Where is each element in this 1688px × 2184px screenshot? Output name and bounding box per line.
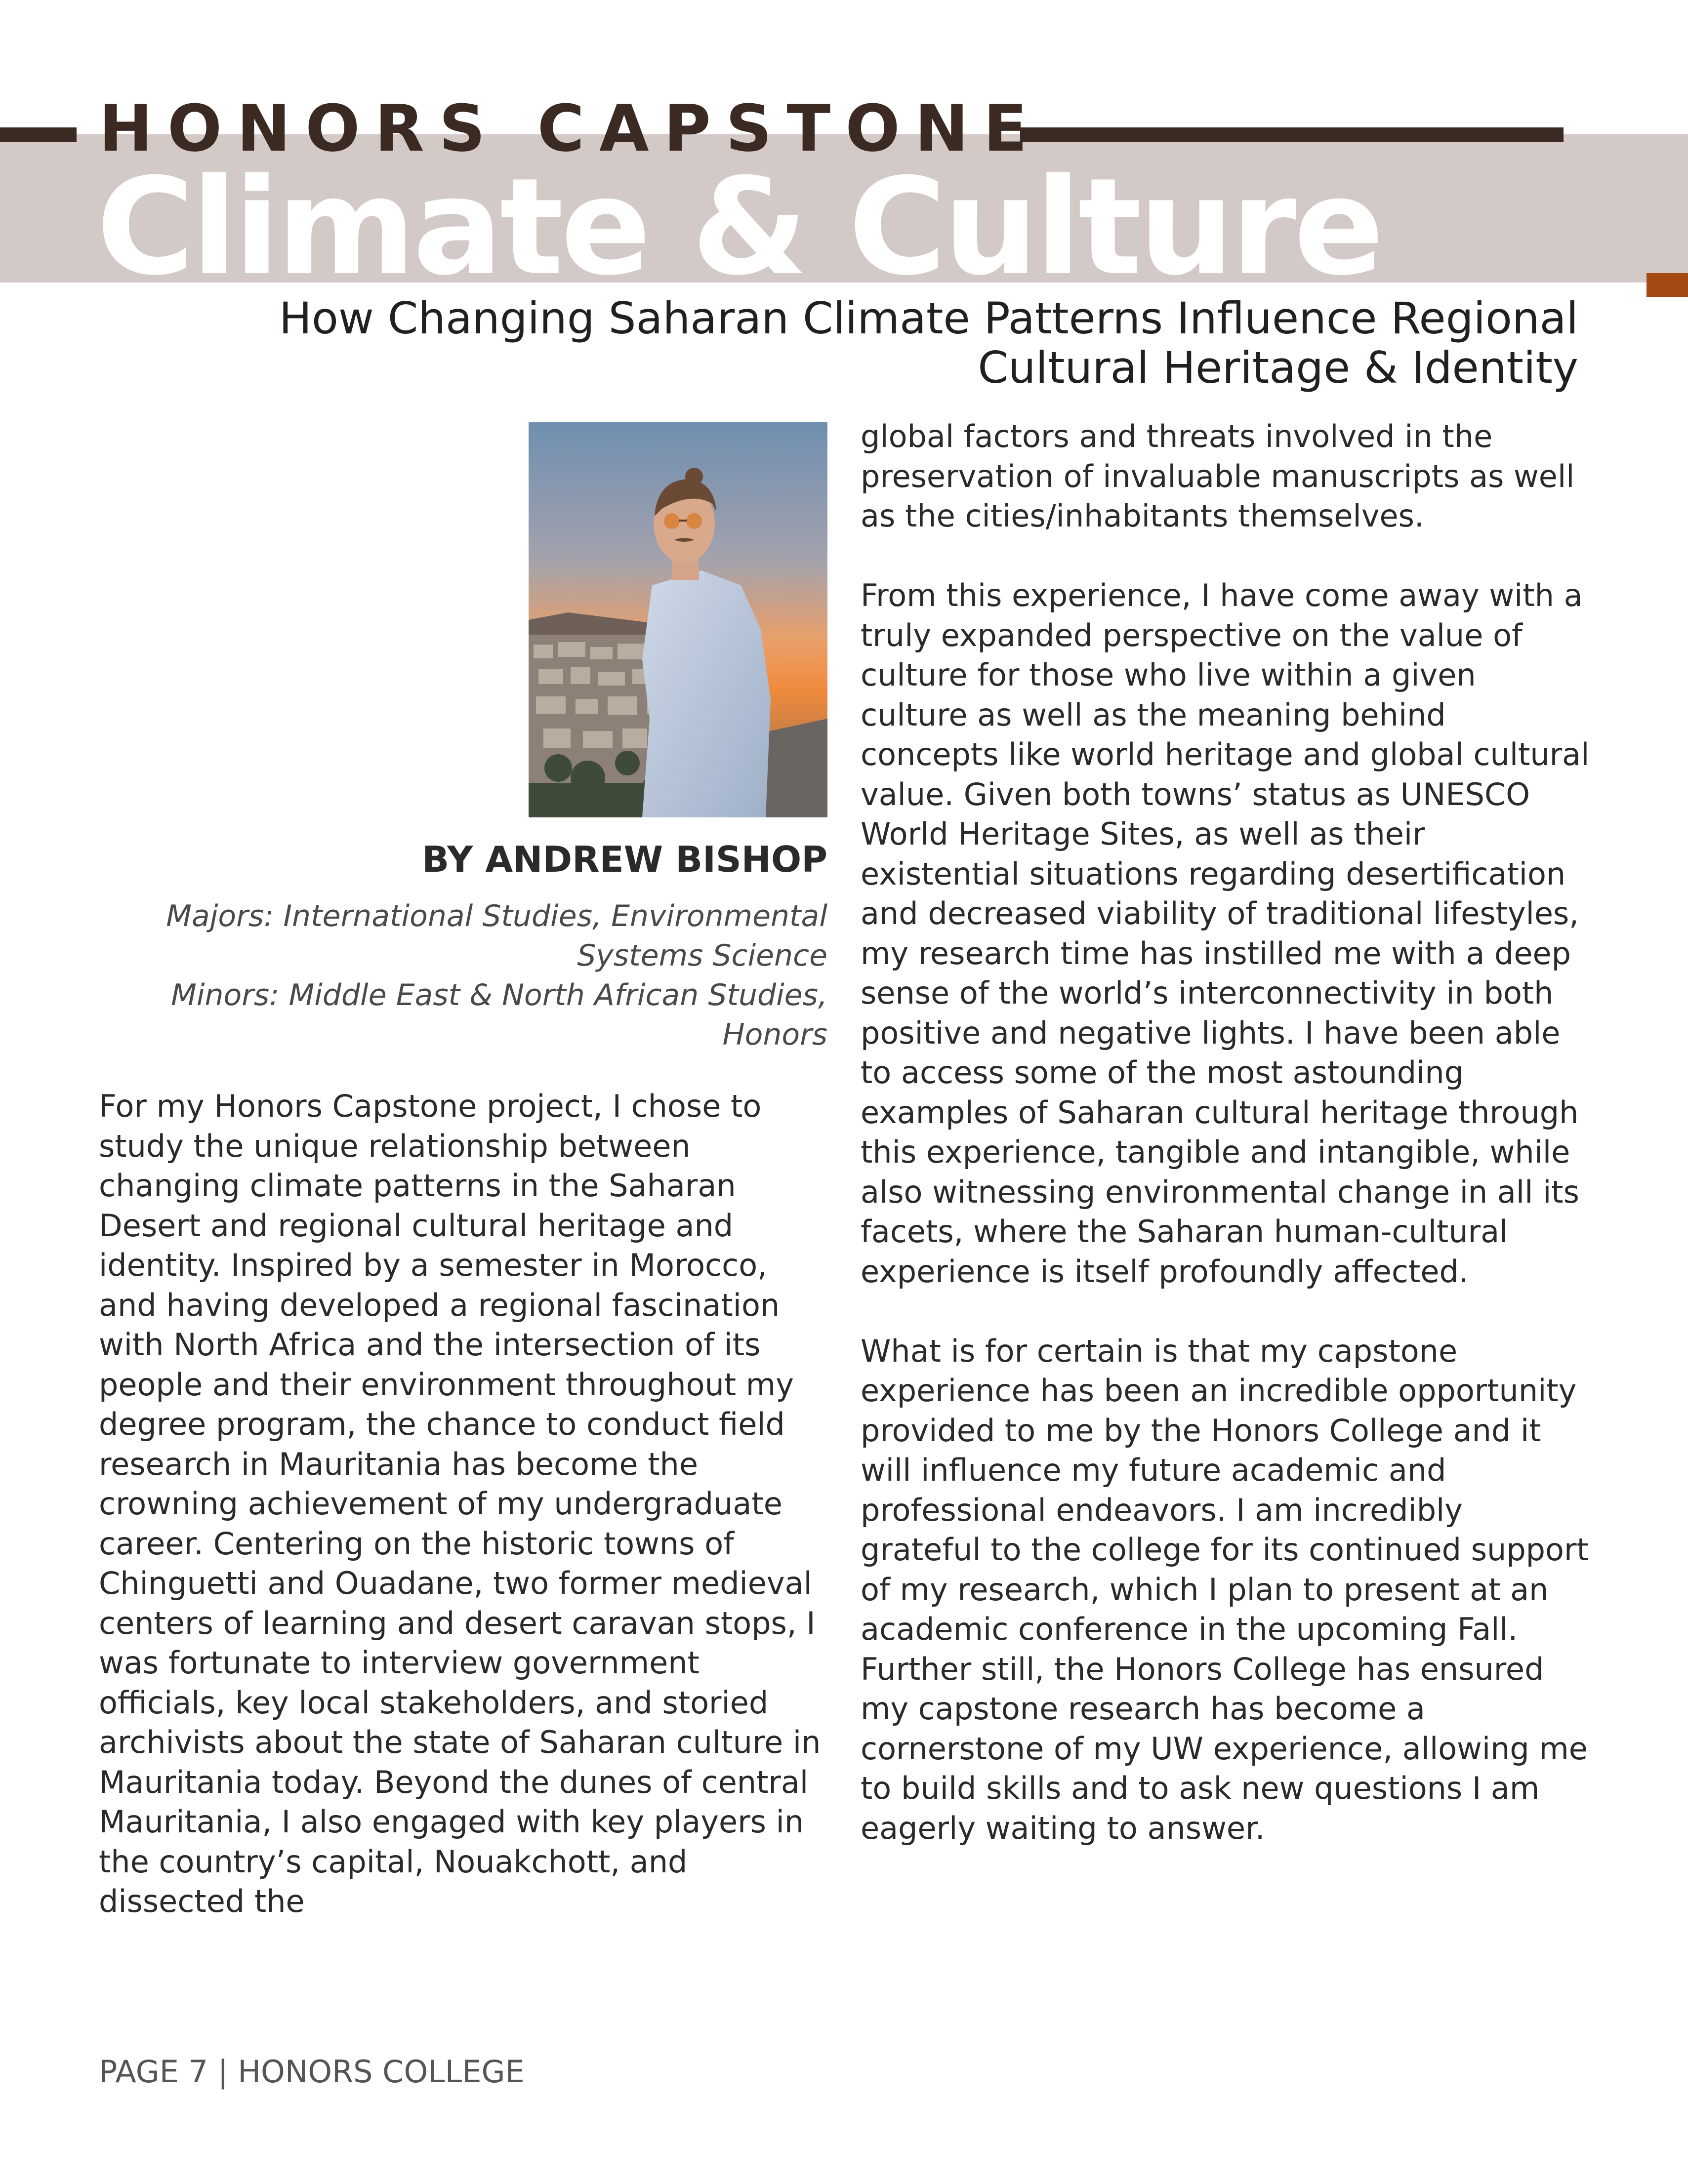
author-minors: Minors: Middle East & North African Studies, Honors: [171, 978, 827, 1052]
kicker-rule-left: [0, 127, 77, 142]
page-title: Climate & Culture: [96, 149, 1381, 305]
body-paragraph: global factors and threats involved in the preservation of invaluable manuscripts as well as the cities/inhabitants themselves.: [861, 418, 1575, 534]
body-paragraph: What is for certain is that my capstone experience has been an incredible opportunity provided to me by the Honors College and it will influence my future academic and professional endeavors. I am incredibly grateful to the college for its continued support of my research, which I plan to present at an academic conference in the upcoming Fall. Further still, the Honors College has ensured my capstone research has become a cornerstone of my UW experience, allowing me to build skills and to ask new questions I am eagerly waiting to answer.: [861, 1333, 1589, 1846]
portrait-photo-icon: [529, 422, 827, 817]
body-paragraph: From this experience, I have come away with a truly expanded perspective on the value of culture for those who live within a given culture as well as the meaning behind concepts like world heritage and global cultural value. Given both towns’ status as UNESCO World Heritage Sites, as well as their existential situations regarding desertification and decreased viability of traditional lifestyles, my research time has instilled me with a deep sense of the world’s interconnectivity in both positive and negative lights. I have been able to access some of the most astounding examples of Saharan cultural heritage through this experience, tangible and intangible, while also witnessing environmental change in all its facets, where the Saharan human-cultural experience is itself profoundly affected.: [861, 577, 1590, 1290]
subtitle-line-2: Cultural Heritage & Identity: [978, 342, 1578, 393]
body-column-left: [99, 1087, 827, 1922]
author-credentials: [99, 896, 827, 1054]
section-kicker: HONORS CAPSTONE: [99, 91, 1042, 166]
accent-tab: [1647, 273, 1688, 297]
subtitle-line-1: How Changing Saharan Climate Patterns Influence Regional: [279, 293, 1578, 344]
author-majors: Majors: International Studies, Environmental Systems Science: [166, 899, 827, 973]
body-paragraph: For my Honors Capstone project, I chose to study the unique relationship between changing climate patterns in the Saharan Desert and regional cultural heritage and identity. Inspired by a semester in Morocco, and having developed a regional fascination with North Africa and the intersection of its people and their environment throughout my degree program, the chance to conduct field research in Mauritania has become the crowning achievement of my undergraduate career. Centering on the historic towns of Chinguetti and Ouadane, two former medieval centers of learning and desert caravan stops, I was fortunate to interview government officials, key local stakeholders, and storied archivists about the state of Saharan culture in Mauritania today. Beyond the dunes of central Mauritania, I also engaged with key players in the country’s capital, Nouakchott, and dissected the: [99, 1088, 821, 1919]
kicker-rule-right: [1020, 127, 1564, 142]
body-column-right: [861, 417, 1592, 1848]
page-footer: PAGE 7 | HONORS COLLEGE: [99, 2054, 525, 2090]
author-byline: BY ANDREW BISHOP: [422, 839, 827, 880]
author-portrait: [529, 422, 827, 817]
article-subtitle: [99, 294, 1578, 393]
